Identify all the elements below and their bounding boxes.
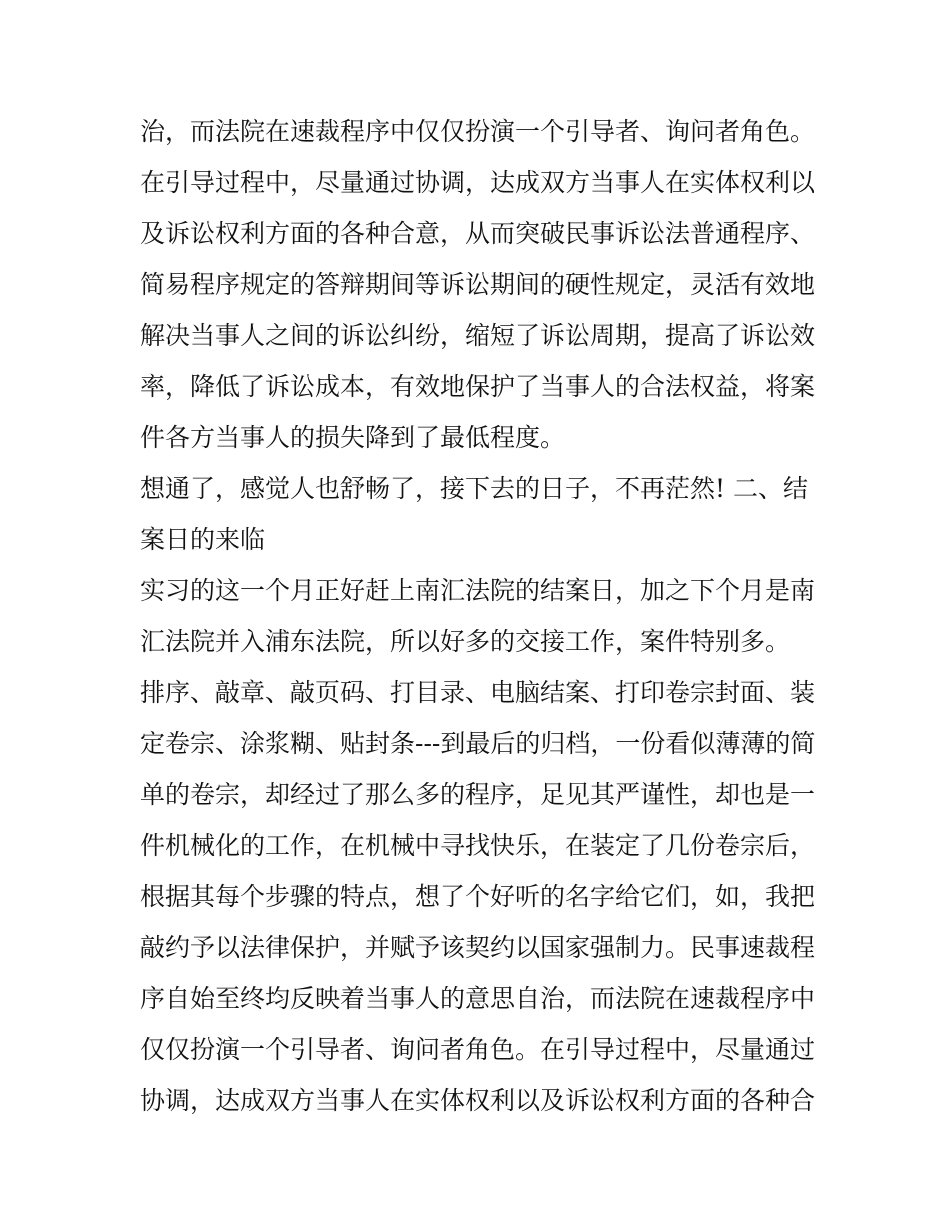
section-heading-line: 案日的来临 bbox=[140, 525, 266, 554]
text-line: 根据其每个步骤的特点，想了个好听的名字给它们，如，我把 bbox=[140, 882, 816, 911]
text-line: 及诉讼权利方面的各种合意，从而突破民事诉讼法普通程序、 bbox=[140, 219, 816, 248]
text-line: 敲约予以法律保护，并赋予该契约以国家强制力。民事速裁程 bbox=[140, 933, 816, 962]
text-line: 解决当事人之间的诉讼纠纷，缩短了诉讼周期，提高了诉讼效 bbox=[140, 321, 816, 350]
text-line: 单的卷宗，却经过了那么多的程序，足见其严谨性，却也是一 bbox=[140, 780, 816, 809]
text-line: 协调，达成双方当事人在实体权利以及诉讼权利方面的各种合 bbox=[140, 1086, 816, 1115]
text-line: 仅仅扮演一个引导者、询问者角色。在引导过程中，尽量通过 bbox=[140, 1035, 816, 1064]
text-line: 在引导过程中，尽量通过协调，达成双方当事人在实体权利以 bbox=[140, 168, 816, 197]
text-line: 件各方当事人的损失降到了最低程度。 bbox=[140, 423, 566, 452]
text-line: 率，降低了诉讼成本，有效地保护了当事人的合法权益，将案 bbox=[140, 372, 816, 401]
text-line: 治，而法院在速裁程序中仅仅扮演一个引导者、询问者角色。 bbox=[140, 117, 816, 146]
text-line: 汇法院并入浦东法院，所以好多的交接工作，案件特别多。 bbox=[140, 627, 791, 656]
text-line: 序自始至终均反映着当事人的意思自治，而法院在速裁程序中 bbox=[140, 984, 816, 1013]
text-line: 排序、敲章、敲页码、打目录、电脑结案、打印卷宗封面、装 bbox=[140, 678, 816, 707]
text-line: 实习的这一个月正好赶上南汇法院的结案日，加之下个月是南 bbox=[140, 576, 816, 605]
body-text bbox=[140, 106, 830, 1126]
text-line: 件机械化的工作，在机械中寻找快乐，在装定了几份卷宗后， bbox=[140, 831, 816, 860]
text-line: 简易程序规定的答辩期间等诉讼期间的硬性规定，灵活有效地 bbox=[140, 270, 816, 299]
text-line: 定卷宗、涂浆糊、贴封条---到最后的归档，一份看似薄薄的简 bbox=[140, 729, 816, 758]
text-line: 想通了，感觉人也舒畅了，接下去的日子，不再茫然! 二、结 bbox=[140, 474, 808, 503]
